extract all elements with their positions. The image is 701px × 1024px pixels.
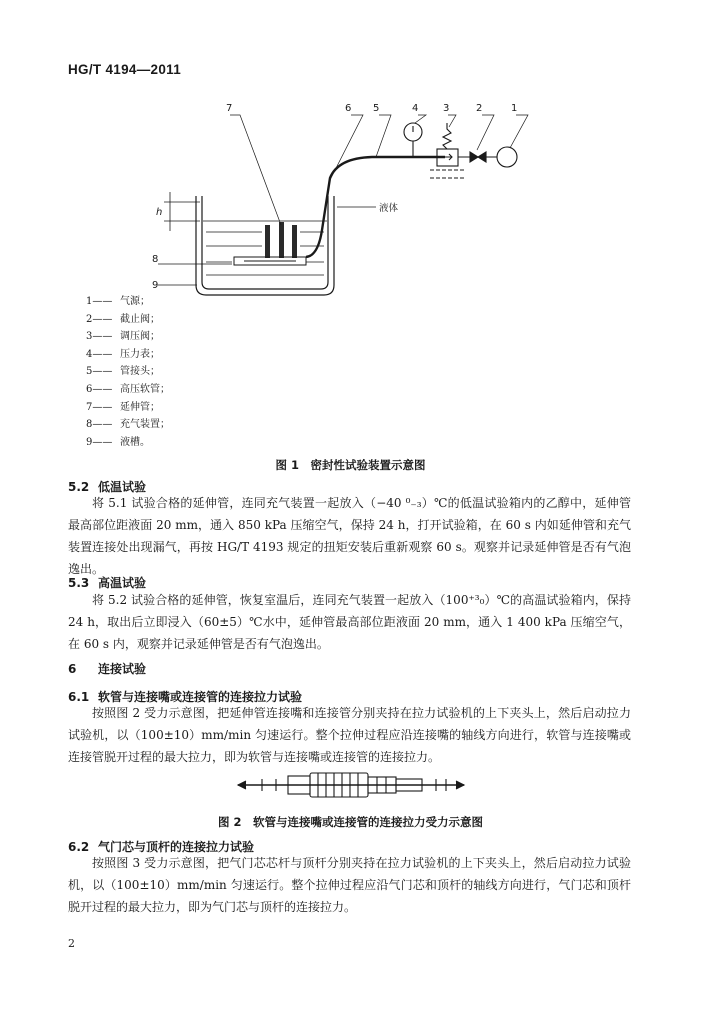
legend-row: 5—— 管接头； bbox=[86, 366, 160, 378]
figure1-legend bbox=[86, 293, 170, 451]
gas-source bbox=[497, 147, 517, 167]
page-number: 2 bbox=[68, 937, 75, 950]
section-6-1-paragraph: 按照图 2 受力示意图，把延伸管连接嘴和连接管分别夹持在拉力试验机的上下夹头上，然后启动拉力试验机，以（100±10）mm/min 匀速运行。整个拉伸过程应沿连接嘴的轴线方向进行，软管与连接嘴或连接管脱开过程的最大拉力，即为软管与连接嘴或连接管的连接拉力。 bbox=[68, 706, 631, 764]
legend-row: 6—— 高压软管； bbox=[86, 383, 170, 395]
figure1-caption: 图 1 密封性试验装置示意图 bbox=[275, 458, 426, 472]
label-2: 2 bbox=[476, 103, 483, 114]
standard-code-header: HG/T 4194—2011 bbox=[68, 62, 182, 77]
depth-dimension bbox=[164, 192, 200, 231]
section-6-2-heading: 6.2 气门芯与顶杆的连接拉力试验 bbox=[68, 840, 255, 854]
section-5-3-heading: 5.3 高温试验 bbox=[68, 576, 147, 590]
leader-lines bbox=[158, 115, 528, 285]
section-5-3-paragraph: 将 5.2 试验合格的延伸管，恢复室温后，连同充气装置一起放入（100⁺³₀）℃的高温试验箱内，保持 24 h，取出后立即浸入（60±5）℃水中，延伸管最高部位距液面 20 mm，通入 1 400 kPa 压缩空气，在 60 s 内，观察并记录延伸管是否有气泡逸出。 bbox=[68, 593, 631, 651]
section-5-2-paragraph: 将 5.1 试验合格的延伸管，连同充气装置一起放入（−40 ⁰₋₃）℃的低温试验箱内的乙醇中，延伸管最高部位距液面 20 mm，通入 850 kPa 压缩空气，保持 24 h，打开试验箱，在 60 s 内如延伸管和充气装置连接处出现漏气，再按 HG/T 4193 规定的扭矩安装后重新观察 60 s。观察并记录延伸管是否有气泡逸出。 bbox=[68, 496, 631, 576]
stop-valve bbox=[458, 152, 497, 162]
legend-row: 7—— 延伸管； bbox=[86, 401, 160, 413]
inflation-device bbox=[234, 257, 306, 265]
label-1: 1 bbox=[511, 103, 518, 114]
label-liquid: 液体 bbox=[379, 203, 399, 214]
label-3: 3 bbox=[443, 103, 450, 114]
legend-row: 4—— 压力表； bbox=[86, 348, 160, 360]
legend-row: 8—— 充气装置； bbox=[86, 419, 170, 431]
section-6-heading: 6 连接试验 bbox=[68, 662, 147, 676]
label-9: 9 bbox=[152, 280, 159, 291]
legend-row: 1—— 气源； bbox=[86, 296, 150, 307]
legend-row: 3—— 调压阀； bbox=[86, 331, 160, 343]
pull-force-diagram bbox=[238, 773, 464, 797]
figure2-caption: 图 2 软管与连接嘴或连接管的连接拉力受力示意图 bbox=[217, 815, 483, 829]
label-6: 6 bbox=[345, 103, 352, 114]
label-7: 7 bbox=[226, 103, 233, 114]
legend-row: 2—— 截止阀； bbox=[86, 313, 160, 325]
section-6-2-paragraph: 按照图 3 受力示意图，把气门芯芯杆与顶杆分别夹持在拉力试验机的上下夹头上，然后启动拉力试验机，以（100±10）mm/min 匀速运行。整个拉伸过程应沿气门芯和顶杆的轴线方向进行，气门芯和顶杆脱开过程的最大拉力，即为气门芯与顶杆的连接拉力。 bbox=[68, 856, 631, 914]
section-5-2-heading: 5.2 低温试验 bbox=[68, 480, 147, 494]
label-5: 5 bbox=[373, 103, 380, 114]
legend-row: 9—— 液槽。 bbox=[86, 436, 150, 448]
pressure-gauge bbox=[404, 123, 422, 157]
regulating-valve bbox=[430, 123, 464, 178]
label-h: h bbox=[156, 207, 163, 218]
section-6-1-heading: 6.1 软管与连接嘴或连接管的连接拉力试验 bbox=[68, 690, 303, 704]
extension-pipes bbox=[265, 222, 297, 258]
label-4: 4 bbox=[412, 103, 419, 114]
label-8: 8 bbox=[152, 254, 159, 265]
